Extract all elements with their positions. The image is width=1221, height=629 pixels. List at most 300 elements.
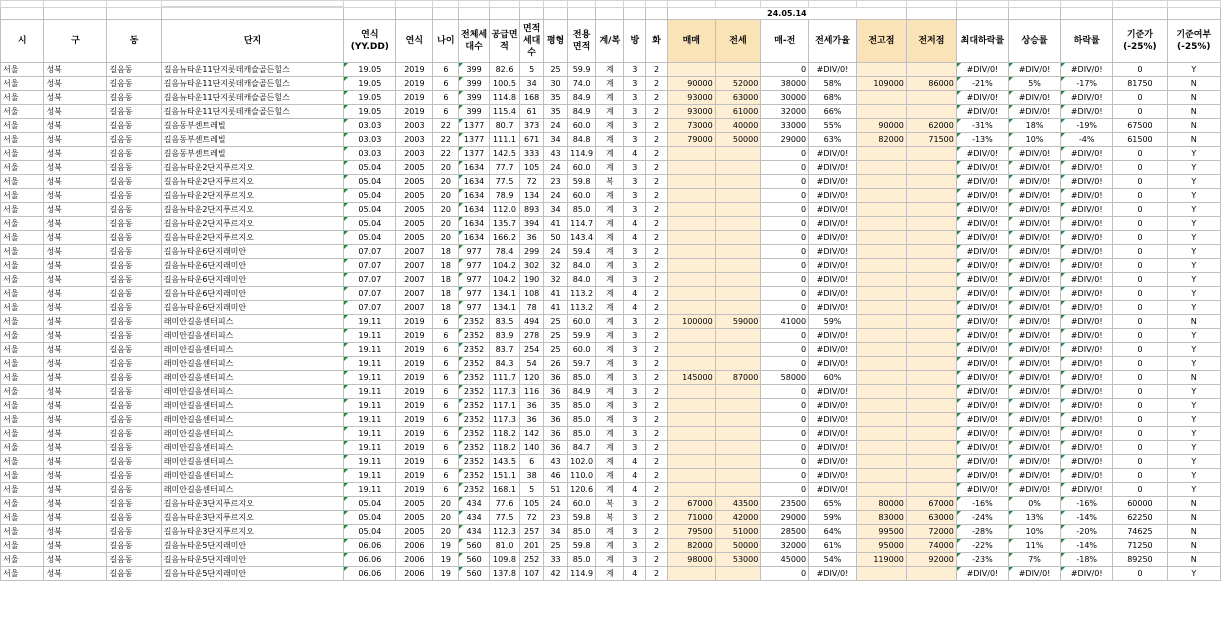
cell-col-baths[interactable]: 2: [646, 147, 668, 161]
cell-col-jeonse-ratio[interactable]: #DIV/0!: [809, 567, 857, 581]
cell-col-si[interactable]: 서울: [1, 231, 44, 245]
cell-col-base-flag[interactable]: Y: [1167, 567, 1220, 581]
cell-col-pyeong[interactable]: 41: [544, 287, 568, 301]
cell-col-sale-price[interactable]: 100000: [667, 315, 715, 329]
cell-col-danji[interactable]: 길음뉴타운6단지래미안: [161, 259, 344, 273]
cell-col-gap[interactable]: 0: [761, 161, 809, 175]
cell-col-supply-area[interactable]: 134.1: [489, 301, 519, 315]
cell-col-jeonse-ratio[interactable]: 68%: [809, 91, 857, 105]
cell-col-rooms[interactable]: 4: [624, 483, 646, 497]
cell-col-area-households[interactable]: 108: [520, 287, 544, 301]
cell-col-sale-price[interactable]: 93000: [667, 91, 715, 105]
cell-col-si[interactable]: 서울: [1, 483, 44, 497]
cell-col-jeonse-price[interactable]: [715, 399, 761, 413]
cell-col-yeonsik[interactable]: 2003: [396, 147, 433, 161]
cell-col-total-households[interactable]: 2352: [459, 315, 489, 329]
cell-col-supply-area[interactable]: 100.5: [489, 77, 519, 91]
cell-col-base-flag[interactable]: N: [1167, 133, 1220, 147]
cell-col-exclusive-area[interactable]: 60.0: [567, 119, 595, 133]
header-col-baths[interactable]: 화: [646, 20, 668, 63]
cell-col-yeonsik-yydd[interactable]: 07.07: [344, 259, 396, 273]
cell-col-prev-high[interactable]: 99500: [856, 525, 906, 539]
cell-col-danji[interactable]: 길음뉴타운3단지푸르지오: [161, 511, 344, 525]
cell-col-base-price[interactable]: 0: [1113, 231, 1167, 245]
cell-col-si[interactable]: 서울: [1, 553, 44, 567]
cell-col-gu[interactable]: 성북: [44, 469, 107, 483]
cell-col-total-households[interactable]: 2352: [459, 441, 489, 455]
cell-col-drop-rate[interactable]: -4%: [1061, 133, 1113, 147]
cell-col-exclusive-area[interactable]: 85.0: [567, 371, 595, 385]
cell-col-prev-high[interactable]: 109000: [856, 77, 906, 91]
cell-col-type[interactable]: 계: [596, 455, 624, 469]
cell-col-rise-rate[interactable]: #DIV/0!: [1008, 175, 1060, 189]
cell-col-gu[interactable]: 성북: [44, 511, 107, 525]
cell-col-rise-rate[interactable]: #DIV/0!: [1008, 189, 1060, 203]
cell-col-supply-area[interactable]: 112.0: [489, 203, 519, 217]
cell-col-yeonsik[interactable]: 2005: [396, 203, 433, 217]
cell-col-prev-high[interactable]: [856, 329, 906, 343]
cell-col-danji[interactable]: 래미안길음센터피스: [161, 357, 344, 371]
cell-col-area-households[interactable]: 105: [520, 161, 544, 175]
cell-col-total-households[interactable]: 1634: [459, 231, 489, 245]
cell-col-pyeong[interactable]: 36: [544, 413, 568, 427]
cell-col-yeonsik[interactable]: 2019: [396, 469, 433, 483]
cell-col-base-flag[interactable]: Y: [1167, 427, 1220, 441]
cell-col-yeonsik[interactable]: 2003: [396, 119, 433, 133]
cell-col-baths[interactable]: 2: [646, 343, 668, 357]
cell-col-base-flag[interactable]: N: [1167, 511, 1220, 525]
cell-col-si[interactable]: 서울: [1, 259, 44, 273]
cell-col-exclusive-area[interactable]: 114.7: [567, 217, 595, 231]
cell-col-baths[interactable]: 2: [646, 231, 668, 245]
cell-col-rooms[interactable]: 3: [624, 343, 646, 357]
cell-col-sale-price[interactable]: 79000: [667, 133, 715, 147]
cell-col-jeonse-price[interactable]: 63000: [715, 91, 761, 105]
cell-col-gap[interactable]: 0: [761, 413, 809, 427]
cell-col-rooms[interactable]: 3: [624, 133, 646, 147]
cell-col-gu[interactable]: 성북: [44, 497, 107, 511]
cell-col-gu[interactable]: 성북: [44, 441, 107, 455]
cell-col-yeonsik-yydd[interactable]: 05.04: [344, 161, 396, 175]
cell-col-base-price[interactable]: 0: [1113, 259, 1167, 273]
cell-col-supply-area[interactable]: 134.1: [489, 287, 519, 301]
cell-col-base-price[interactable]: 0: [1113, 203, 1167, 217]
cell-col-danji[interactable]: 길음뉴타운2단지푸르지오: [161, 175, 344, 189]
cell-col-prev-low[interactable]: 92000: [906, 553, 956, 567]
cell-col-type[interactable]: 계: [596, 315, 624, 329]
cell-col-max-drop-rate[interactable]: #DIV/0!: [956, 189, 1008, 203]
cell-col-dong[interactable]: 길음동: [107, 189, 161, 203]
cell-col-max-drop-rate[interactable]: #DIV/0!: [956, 357, 1008, 371]
cell-col-exclusive-area[interactable]: 60.0: [567, 497, 595, 511]
header-col-yeonsik-yydd[interactable]: 연식(YY.DD): [344, 20, 396, 63]
cell-col-si[interactable]: 서울: [1, 511, 44, 525]
cell-col-area-households[interactable]: 5: [520, 63, 544, 77]
cell-col-danji[interactable]: 래미안길음센터피스: [161, 329, 344, 343]
cell-col-yeonsik-yydd[interactable]: 07.07: [344, 273, 396, 287]
header-col-dong[interactable]: 동: [107, 20, 161, 63]
cell-col-yeonsik-yydd[interactable]: 19.11: [344, 399, 396, 413]
cell-col-drop-rate[interactable]: -16%: [1061, 497, 1113, 511]
cell-col-jeonse-price[interactable]: [715, 567, 761, 581]
cell-col-gu[interactable]: 성북: [44, 455, 107, 469]
cell-col-jeonse-ratio[interactable]: #DIV/0!: [809, 175, 857, 189]
cell-col-age[interactable]: 18: [433, 259, 459, 273]
cell-col-rise-rate[interactable]: #DIV/0!: [1008, 343, 1060, 357]
cell-col-drop-rate[interactable]: #DIV/0!: [1061, 567, 1113, 581]
cell-col-drop-rate[interactable]: #DIV/0!: [1061, 455, 1113, 469]
cell-col-age[interactable]: 6: [433, 91, 459, 105]
cell-col-base-price[interactable]: 0: [1113, 385, 1167, 399]
cell-col-baths[interactable]: 2: [646, 371, 668, 385]
empty-cell[interactable]: [489, 7, 519, 20]
cell-col-yeonsik[interactable]: 2007: [396, 259, 433, 273]
cell-col-supply-area[interactable]: 78.4: [489, 245, 519, 259]
cell-col-danji[interactable]: 길음뉴타운11단지롯데캐슬골든힐스: [161, 91, 344, 105]
cell-col-supply-area[interactable]: 111.7: [489, 371, 519, 385]
cell-col-supply-area[interactable]: 83.7: [489, 343, 519, 357]
cell-col-area-households[interactable]: 140: [520, 441, 544, 455]
cell-col-jeonse-price[interactable]: [715, 287, 761, 301]
cell-col-prev-high[interactable]: [856, 147, 906, 161]
cell-col-jeonse-ratio[interactable]: #DIV/0!: [809, 441, 857, 455]
cell-col-drop-rate[interactable]: -14%: [1061, 511, 1113, 525]
cell-col-type[interactable]: 계: [596, 357, 624, 371]
cell-col-jeonse-ratio[interactable]: #DIV/0!: [809, 287, 857, 301]
cell-col-max-drop-rate[interactable]: -22%: [956, 539, 1008, 553]
cell-col-sale-price[interactable]: [667, 273, 715, 287]
cell-col-gu[interactable]: 성북: [44, 161, 107, 175]
cell-col-supply-area[interactable]: 114.8: [489, 91, 519, 105]
cell-col-rooms[interactable]: 3: [624, 259, 646, 273]
cell-col-total-households[interactable]: 2352: [459, 483, 489, 497]
cell-col-dong[interactable]: 길음동: [107, 511, 161, 525]
cell-col-gap[interactable]: 45000: [761, 553, 809, 567]
cell-col-jeonse-price[interactable]: 51000: [715, 525, 761, 539]
cell-col-si[interactable]: 서울: [1, 385, 44, 399]
cell-col-type[interactable]: 계: [596, 245, 624, 259]
cell-col-dong[interactable]: 길음동: [107, 441, 161, 455]
cell-col-max-drop-rate[interactable]: -21%: [956, 77, 1008, 91]
cell-col-drop-rate[interactable]: #DIV/0!: [1061, 63, 1113, 77]
cell-col-dong[interactable]: 길음동: [107, 217, 161, 231]
cell-col-baths[interactable]: 2: [646, 119, 668, 133]
cell-col-area-households[interactable]: 134: [520, 189, 544, 203]
cell-col-gap[interactable]: 32000: [761, 539, 809, 553]
cell-col-max-drop-rate[interactable]: #DIV/0!: [956, 91, 1008, 105]
cell-col-prev-low[interactable]: [906, 91, 956, 105]
cell-col-prev-low[interactable]: [906, 371, 956, 385]
cell-col-max-drop-rate[interactable]: #DIV/0!: [956, 287, 1008, 301]
cell-col-danji[interactable]: 길음뉴타운6단지래미안: [161, 273, 344, 287]
cell-col-supply-area[interactable]: 77.5: [489, 511, 519, 525]
cell-col-base-price[interactable]: 0: [1113, 469, 1167, 483]
cell-col-prev-high[interactable]: [856, 63, 906, 77]
cell-col-rise-rate[interactable]: #DIV/0!: [1008, 567, 1060, 581]
cell-col-area-households[interactable]: 299: [520, 245, 544, 259]
cell-col-gap[interactable]: 0: [761, 567, 809, 581]
cell-col-yeonsik[interactable]: 2005: [396, 175, 433, 189]
cell-col-sale-price[interactable]: 145000: [667, 371, 715, 385]
cell-col-jeonse-price[interactable]: [715, 343, 761, 357]
cell-col-dong[interactable]: 길음동: [107, 567, 161, 581]
cell-col-yeonsik-yydd[interactable]: 19.05: [344, 91, 396, 105]
cell-col-prev-high[interactable]: 95000: [856, 539, 906, 553]
cell-col-drop-rate[interactable]: #DIV/0!: [1061, 427, 1113, 441]
cell-col-gap[interactable]: 0: [761, 343, 809, 357]
cell-col-type[interactable]: 계: [596, 399, 624, 413]
cell-col-drop-rate[interactable]: #DIV/0!: [1061, 105, 1113, 119]
cell-col-yeonsik-yydd[interactable]: 03.03: [344, 119, 396, 133]
cell-col-pyeong[interactable]: 23: [544, 175, 568, 189]
cell-col-supply-area[interactable]: 109.8: [489, 553, 519, 567]
cell-col-base-flag[interactable]: N: [1167, 119, 1220, 133]
cell-col-yeonsik[interactable]: 2003: [396, 133, 433, 147]
cell-col-baths[interactable]: 2: [646, 399, 668, 413]
empty-cell[interactable]: [520, 7, 544, 20]
cell-col-si[interactable]: 서울: [1, 217, 44, 231]
cell-col-jeonse-ratio[interactable]: 58%: [809, 77, 857, 91]
cell-col-yeonsik-yydd[interactable]: 19.11: [344, 455, 396, 469]
cell-col-yeonsik-yydd[interactable]: 06.06: [344, 553, 396, 567]
cell-col-age[interactable]: 6: [433, 329, 459, 343]
cell-col-drop-rate[interactable]: #DIV/0!: [1061, 91, 1113, 105]
cell-col-yeonsik[interactable]: 2006: [396, 567, 433, 581]
cell-col-jeonse-price[interactable]: [715, 203, 761, 217]
cell-col-yeonsik-yydd[interactable]: 07.07: [344, 287, 396, 301]
cell-col-pyeong[interactable]: 36: [544, 441, 568, 455]
cell-col-base-flag[interactable]: Y: [1167, 385, 1220, 399]
cell-col-area-households[interactable]: 494: [520, 315, 544, 329]
header-col-yeonsik[interactable]: 연식: [396, 20, 433, 63]
cell-col-drop-rate[interactable]: #DIV/0!: [1061, 259, 1113, 273]
cell-col-sale-price[interactable]: [667, 245, 715, 259]
cell-col-base-flag[interactable]: N: [1167, 497, 1220, 511]
cell-col-base-flag[interactable]: Y: [1167, 301, 1220, 315]
cell-col-prev-high[interactable]: [856, 567, 906, 581]
cell-col-drop-rate[interactable]: -14%: [1061, 539, 1113, 553]
cell-col-base-price[interactable]: 0: [1113, 371, 1167, 385]
cell-col-prev-low[interactable]: 71500: [906, 133, 956, 147]
cell-col-gu[interactable]: 성북: [44, 287, 107, 301]
cell-col-age[interactable]: 6: [433, 343, 459, 357]
cell-col-total-households[interactable]: 977: [459, 287, 489, 301]
cell-col-rooms[interactable]: 4: [624, 147, 646, 161]
cell-col-total-households[interactable]: 1634: [459, 203, 489, 217]
cell-col-rise-rate[interactable]: #DIV/0!: [1008, 427, 1060, 441]
cell-col-type[interactable]: 계: [596, 343, 624, 357]
cell-col-age[interactable]: 6: [433, 385, 459, 399]
cell-col-prev-high[interactable]: [856, 161, 906, 175]
cell-col-baths[interactable]: 2: [646, 469, 668, 483]
cell-col-jeonse-price[interactable]: [715, 427, 761, 441]
empty-cell[interactable]: [646, 7, 668, 20]
cell-col-rooms[interactable]: 3: [624, 63, 646, 77]
cell-col-supply-area[interactable]: 118.2: [489, 427, 519, 441]
cell-col-max-drop-rate[interactable]: #DIV/0!: [956, 63, 1008, 77]
cell-col-drop-rate[interactable]: #DIV/0!: [1061, 357, 1113, 371]
cell-col-base-flag[interactable]: N: [1167, 315, 1220, 329]
cell-col-danji[interactable]: 길음뉴타운5단지래미안: [161, 567, 344, 581]
cell-col-sale-price[interactable]: [667, 189, 715, 203]
cell-col-gap[interactable]: 29000: [761, 133, 809, 147]
cell-col-dong[interactable]: 길음동: [107, 161, 161, 175]
cell-col-max-drop-rate[interactable]: #DIV/0!: [956, 147, 1008, 161]
cell-col-age[interactable]: 18: [433, 287, 459, 301]
cell-col-jeonse-price[interactable]: [715, 147, 761, 161]
cell-col-supply-area[interactable]: 80.7: [489, 119, 519, 133]
cell-col-pyeong[interactable]: 33: [544, 553, 568, 567]
cell-col-base-price[interactable]: 0: [1113, 287, 1167, 301]
cell-col-total-households[interactable]: 1377: [459, 147, 489, 161]
cell-col-jeonse-price[interactable]: 59000: [715, 315, 761, 329]
cell-col-max-drop-rate[interactable]: -28%: [956, 525, 1008, 539]
cell-col-yeonsik[interactable]: 2005: [396, 231, 433, 245]
cell-col-gu[interactable]: 성북: [44, 539, 107, 553]
cell-col-baths[interactable]: 2: [646, 315, 668, 329]
cell-col-total-households[interactable]: 1634: [459, 161, 489, 175]
cell-col-gap[interactable]: 0: [761, 469, 809, 483]
cell-col-base-flag[interactable]: Y: [1167, 189, 1220, 203]
empty-cell[interactable]: [1, 7, 44, 20]
cell-col-baths[interactable]: 2: [646, 161, 668, 175]
cell-col-age[interactable]: 6: [433, 77, 459, 91]
cell-col-max-drop-rate[interactable]: #DIV/0!: [956, 273, 1008, 287]
cell-col-prev-high[interactable]: [856, 441, 906, 455]
cell-col-prev-high[interactable]: [856, 301, 906, 315]
cell-col-rooms[interactable]: 4: [624, 287, 646, 301]
header-col-rooms[interactable]: 방: [624, 20, 646, 63]
cell-col-yeonsik[interactable]: 2007: [396, 301, 433, 315]
cell-col-gap[interactable]: 0: [761, 203, 809, 217]
cell-col-supply-area[interactable]: 112.3: [489, 525, 519, 539]
cell-col-prev-low[interactable]: [906, 413, 956, 427]
cell-col-pyeong[interactable]: 43: [544, 455, 568, 469]
cell-col-drop-rate[interactable]: -20%: [1061, 525, 1113, 539]
cell-col-prev-low[interactable]: [906, 469, 956, 483]
cell-col-danji[interactable]: 길음동부센트레빌: [161, 119, 344, 133]
cell-col-total-households[interactable]: 2352: [459, 413, 489, 427]
cell-col-type[interactable]: 계: [596, 63, 624, 77]
cell-col-prev-low[interactable]: [906, 161, 956, 175]
cell-col-danji[interactable]: 래미안길음센터피스: [161, 455, 344, 469]
cell-col-jeonse-price[interactable]: [715, 175, 761, 189]
cell-col-jeonse-ratio[interactable]: #DIV/0!: [809, 385, 857, 399]
cell-col-exclusive-area[interactable]: 84.8: [567, 133, 595, 147]
cell-col-prev-high[interactable]: [856, 469, 906, 483]
cell-col-dong[interactable]: 길음동: [107, 147, 161, 161]
cell-col-area-households[interactable]: 72: [520, 511, 544, 525]
cell-col-max-drop-rate[interactable]: #DIV/0!: [956, 371, 1008, 385]
cell-col-exclusive-area[interactable]: 59.8: [567, 175, 595, 189]
cell-col-rise-rate[interactable]: 10%: [1008, 525, 1060, 539]
cell-col-baths[interactable]: 2: [646, 511, 668, 525]
cell-col-prev-high[interactable]: [856, 427, 906, 441]
cell-col-supply-area[interactable]: 142.5: [489, 147, 519, 161]
cell-col-prev-high[interactable]: 90000: [856, 119, 906, 133]
cell-col-base-price[interactable]: 61500: [1113, 133, 1167, 147]
cell-col-yeonsik[interactable]: 2019: [396, 399, 433, 413]
empty-cell[interactable]: [1061, 7, 1113, 20]
cell-col-gap[interactable]: 0: [761, 63, 809, 77]
cell-col-exclusive-area[interactable]: 84.9: [567, 91, 595, 105]
cell-col-drop-rate[interactable]: #DIV/0!: [1061, 483, 1113, 497]
cell-col-sale-price[interactable]: [667, 469, 715, 483]
cell-col-base-price[interactable]: 71250: [1113, 539, 1167, 553]
cell-col-age[interactable]: 6: [433, 441, 459, 455]
cell-col-sale-price[interactable]: [667, 399, 715, 413]
cell-col-pyeong[interactable]: 36: [544, 385, 568, 399]
cell-col-total-households[interactable]: 560: [459, 567, 489, 581]
cell-col-prev-low[interactable]: [906, 217, 956, 231]
cell-col-gu[interactable]: 성북: [44, 553, 107, 567]
cell-col-pyeong[interactable]: 42: [544, 567, 568, 581]
cell-col-total-households[interactable]: 399: [459, 91, 489, 105]
cell-col-prev-low[interactable]: [906, 315, 956, 329]
cell-col-yeonsik[interactable]: 2005: [396, 497, 433, 511]
cell-col-area-households[interactable]: 78: [520, 301, 544, 315]
cell-col-danji[interactable]: 길음뉴타운2단지푸르지오: [161, 231, 344, 245]
cell-col-prev-high[interactable]: [856, 385, 906, 399]
cell-col-area-households[interactable]: 36: [520, 231, 544, 245]
cell-col-age[interactable]: 18: [433, 273, 459, 287]
cell-col-dong[interactable]: 길음동: [107, 469, 161, 483]
cell-col-type[interactable]: 계: [596, 525, 624, 539]
cell-col-yeonsik-yydd[interactable]: 19.11: [344, 413, 396, 427]
cell-col-baths[interactable]: 2: [646, 427, 668, 441]
cell-col-dong[interactable]: 길음동: [107, 497, 161, 511]
cell-col-rise-rate[interactable]: #DIV/0!: [1008, 441, 1060, 455]
cell-col-yeonsik-yydd[interactable]: 05.04: [344, 217, 396, 231]
cell-col-pyeong[interactable]: 24: [544, 161, 568, 175]
header-col-danji[interactable]: 단지: [161, 20, 344, 63]
cell-col-prev-low[interactable]: [906, 273, 956, 287]
cell-col-dong[interactable]: 길음동: [107, 301, 161, 315]
cell-col-rooms[interactable]: 4: [624, 301, 646, 315]
header-col-jeonse-price[interactable]: 전세: [715, 20, 761, 63]
cell-col-gap[interactable]: 0: [761, 301, 809, 315]
cell-col-prev-low[interactable]: [906, 567, 956, 581]
cell-col-exclusive-area[interactable]: 102.0: [567, 455, 595, 469]
cell-col-type[interactable]: 계: [596, 91, 624, 105]
cell-col-gu[interactable]: 성북: [44, 343, 107, 357]
cell-col-age[interactable]: 6: [433, 105, 459, 119]
cell-col-jeonse-price[interactable]: 43500: [715, 497, 761, 511]
cell-col-rise-rate[interactable]: #DIV/0!: [1008, 385, 1060, 399]
header-col-rise-rate[interactable]: 상승률: [1008, 20, 1060, 63]
cell-col-rooms[interactable]: 3: [624, 413, 646, 427]
cell-col-dong[interactable]: 길음동: [107, 525, 161, 539]
cell-col-jeonse-ratio[interactable]: #DIV/0!: [809, 273, 857, 287]
cell-col-pyeong[interactable]: 46: [544, 469, 568, 483]
empty-cell[interactable]: [1113, 7, 1167, 20]
cell-col-danji[interactable]: 래미안길음센터피스: [161, 469, 344, 483]
cell-col-base-price[interactable]: 0: [1113, 189, 1167, 203]
cell-col-yeonsik-yydd[interactable]: 19.05: [344, 63, 396, 77]
cell-col-sale-price[interactable]: 98000: [667, 553, 715, 567]
cell-col-supply-area[interactable]: 151.1: [489, 469, 519, 483]
cell-col-baths[interactable]: 2: [646, 567, 668, 581]
cell-col-age[interactable]: 19: [433, 567, 459, 581]
cell-col-si[interactable]: 서울: [1, 203, 44, 217]
cell-col-area-households[interactable]: 257: [520, 525, 544, 539]
cell-col-exclusive-area[interactable]: 110.0: [567, 469, 595, 483]
cell-col-si[interactable]: 서울: [1, 567, 44, 581]
cell-col-danji[interactable]: 길음동부센트레빌: [161, 147, 344, 161]
cell-col-si[interactable]: 서울: [1, 245, 44, 259]
cell-col-area-households[interactable]: 54: [520, 357, 544, 371]
cell-col-max-drop-rate[interactable]: -31%: [956, 119, 1008, 133]
